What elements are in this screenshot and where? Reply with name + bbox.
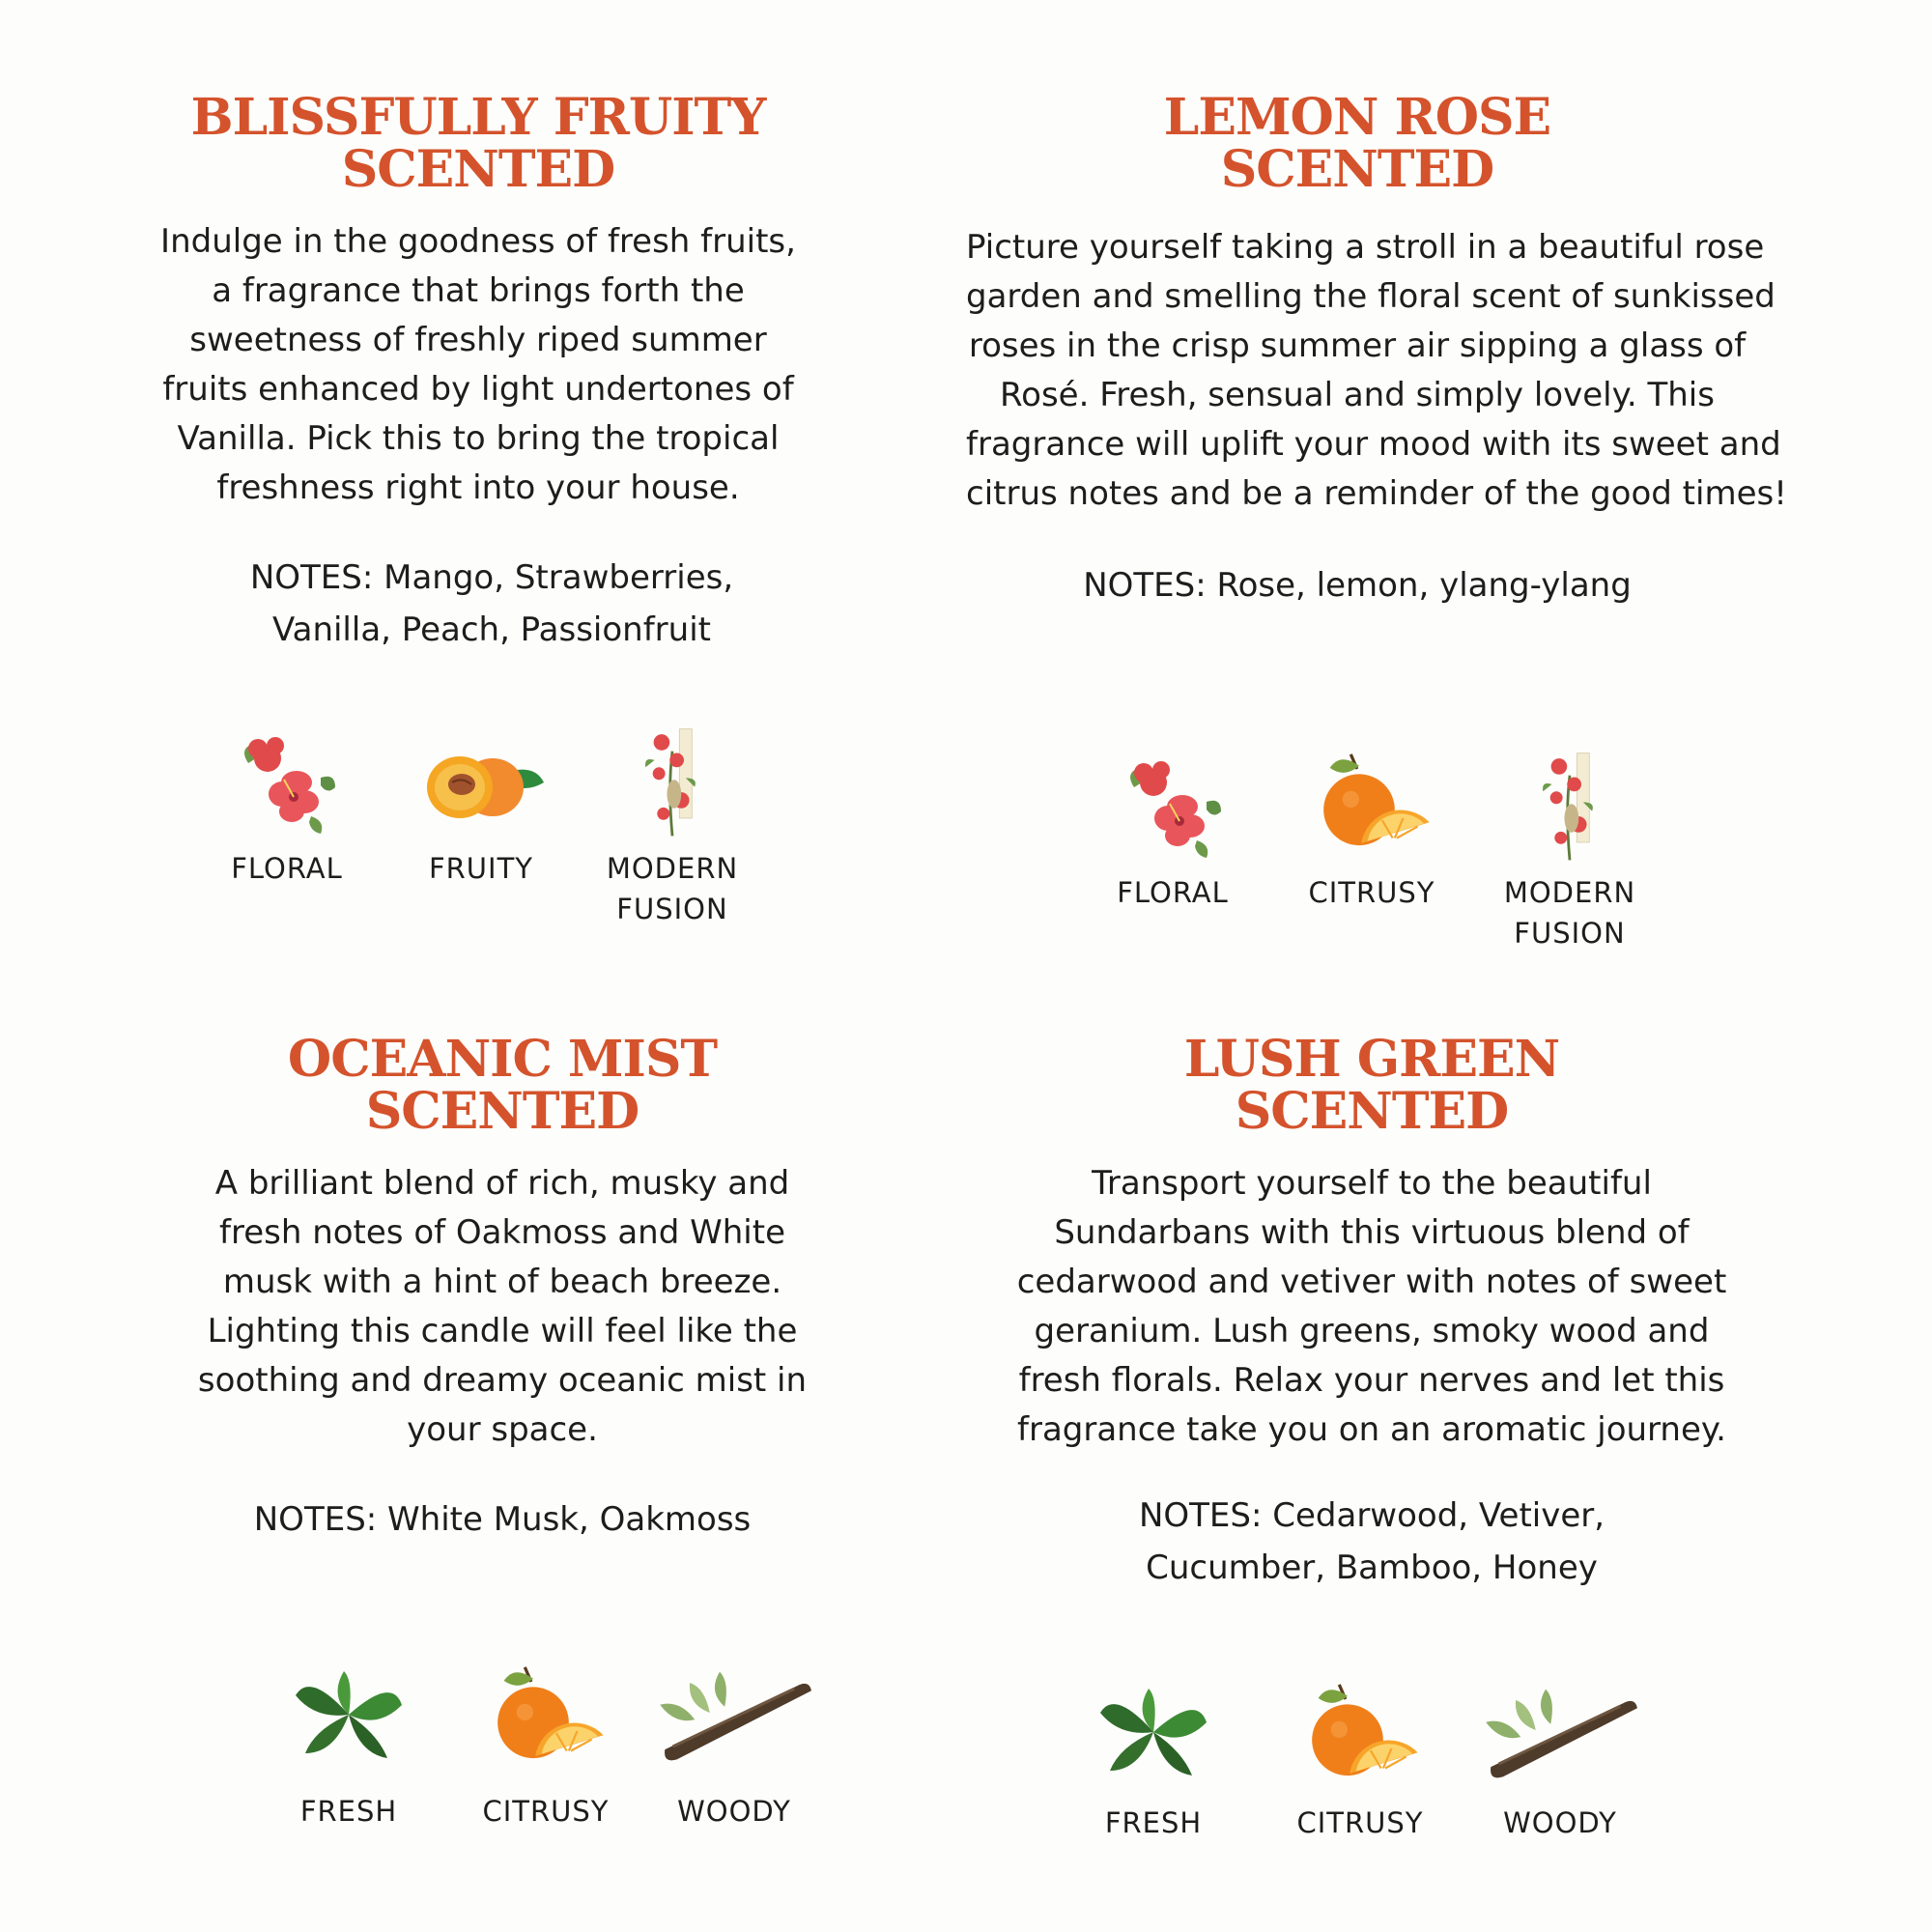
scent-fruity: FRUITY [384, 724, 578, 889]
scent-icons [980, 1679, 1763, 1872]
panel-title: BLISSFULLY FRUITY SCENTED [190, 88, 766, 199]
hibiscus-icon [224, 724, 350, 840]
scent-woody: WOODY [638, 1662, 831, 1832]
scent-fresh: FRESH [252, 1662, 445, 1832]
orange-icon [1297, 1679, 1423, 1795]
scent-floral: FLORAL [190, 724, 384, 889]
panel-title: OCEANIC MIST SCENTED [287, 1030, 718, 1141]
product-panel-oceanic-mist [111, 1030, 894, 1828]
panel-notes: NOTES: Rose, lemon, ylang-ylang [1083, 566, 1632, 605]
panel-notes: NOTES: Cedarwood, Vetiver, Cucumber, Bamboo, Honey [1138, 1496, 1605, 1587]
orange-icon [1309, 749, 1435, 865]
leaves-icon [291, 1662, 407, 1768]
scent-woody: WOODY [1463, 1679, 1657, 1843]
panel-description: A brilliant blend of rich, musky and fresh notes of Oakmoss and White musk with a hint of beach breeze. Lighting this candle will feel like the soothing and dreamy oceanic mist in your space. [197, 1164, 808, 1449]
scent-citrusy: CITRUSY [449, 1662, 642, 1832]
product-panel-lemon-rose [966, 88, 1787, 950]
product-panel-lush-green [980, 1030, 1763, 1839]
modern-fusion-icon [1521, 749, 1618, 865]
leaves-icon [1095, 1679, 1211, 1785]
panel-description: Picture yourself taking a stroll in a beautiful rose garden and smelling the floral scent of sunkissed roses in the crisp summer air sipping a glass of Rosé. Fresh, sensual and simply lovely. This fragrance will uplift your mood with its sweet and citrus notes and be a reminder of the good times! [966, 228, 1787, 513]
panel-notes: NOTES: Mango, Strawberries, Vanilla, Peach, Passionfruit [249, 558, 734, 649]
scent-citrusy: CITRUSY [1264, 1679, 1457, 1843]
panel-title: LEMON ROSE SCENTED [1163, 88, 1551, 199]
scent-icons [966, 749, 1748, 950]
scent-floral: FLORAL [1076, 749, 1269, 913]
scent-icons [87, 724, 869, 925]
scent-modern-fusion: MODERN FUSION [576, 724, 769, 929]
scent-fresh: FRESH [1057, 1679, 1250, 1843]
scent-citrusy: CITRUSY [1275, 749, 1468, 913]
hibiscus-icon [1110, 749, 1236, 865]
panel-description: Transport yourself to the beautiful Sundarbans with this virtuous blend of cedarwood and vetiver with notes of sweet geranium. Lush greens, smoky wood and fresh florals. Relax your nerves and let this fragrance take you on an aromatic journey. [1016, 1164, 1727, 1449]
panel-title: LUSH GREEN SCENTED [1183, 1030, 1560, 1141]
wood-branch-icon [655, 1662, 814, 1768]
wood-branch-icon [1481, 1679, 1640, 1785]
scent-modern-fusion: MODERN FUSION [1473, 749, 1666, 953]
scent-icons [111, 1662, 894, 1855]
product-panel-blissfully-fruity [87, 88, 869, 925]
panel-description: Indulge in the goodness of fresh fruits, a fragrance that brings forth the sweetness of freshly riped summer fruits enhanced by light undertones of Vanilla. Pick this to bring the tropical freshness right into your house. [160, 222, 796, 507]
panel-notes: NOTES: White Musk, Oakmoss [253, 1500, 752, 1539]
modern-fusion-icon [624, 724, 721, 840]
orange-icon [483, 1662, 609, 1777]
peach-icon [413, 724, 549, 840]
